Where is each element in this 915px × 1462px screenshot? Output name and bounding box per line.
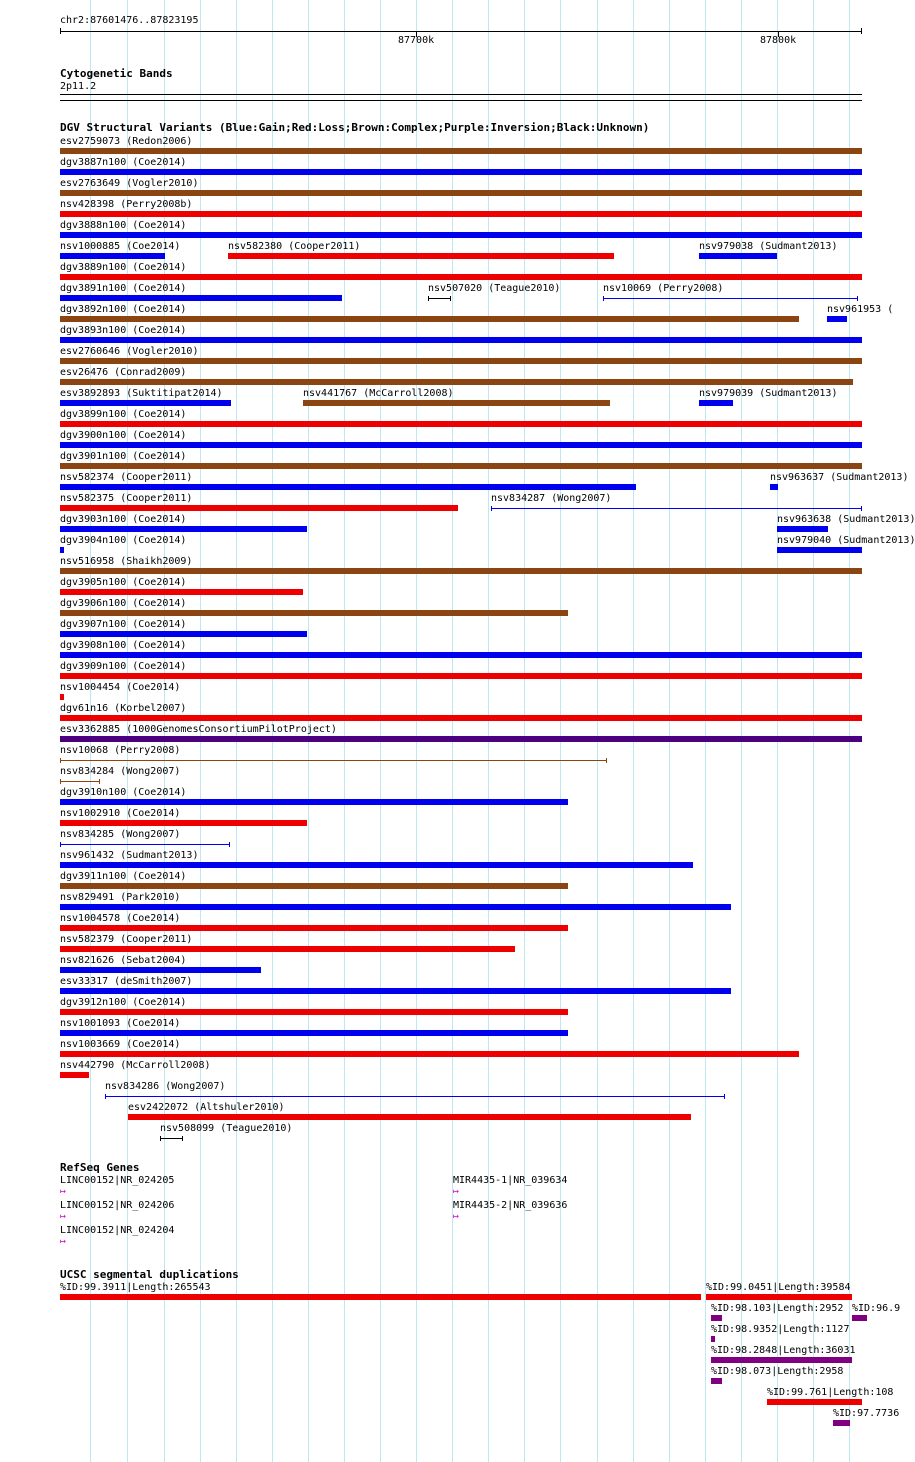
segdup-label: %ID:98.103|Length:2952	[711, 1303, 844, 1314]
gene-arrow-icon: ↦	[453, 1186, 460, 1197]
variant-cap	[450, 296, 451, 301]
variant-bar	[60, 883, 568, 889]
gene-label: LINC00152|NR_024204	[60, 1225, 175, 1236]
segdup-label: %ID:99.3911|Length:265543	[60, 1282, 211, 1293]
variant-bar	[60, 652, 862, 658]
ruler-axis	[60, 31, 862, 32]
variant-cap	[99, 779, 100, 784]
variant-bar	[60, 547, 64, 553]
variant-bar	[60, 673, 862, 679]
segdup-bar	[711, 1357, 852, 1363]
variant-bar	[60, 253, 165, 259]
variant-label: nsv1000885 (Coe2014)	[60, 241, 181, 252]
variant-label: nsv834287 (Wong2007)	[491, 493, 612, 504]
segdup-label: %ID:98.073|Length:2958	[711, 1366, 844, 1377]
variant-label: nsv442790 (McCarroll2008)	[60, 1060, 211, 1071]
variant-label: nsv441767 (McCarroll2008)	[303, 388, 454, 399]
variant-cap	[861, 506, 862, 511]
gene-arrow-icon: ↦	[60, 1211, 67, 1222]
variant-label: esv2422072 (Altshuler2010)	[128, 1102, 285, 1113]
variant-bar	[60, 190, 862, 196]
variant-line	[160, 1138, 183, 1139]
variant-cap	[160, 1136, 161, 1141]
variant-bar	[60, 211, 862, 217]
variant-label: nsv834286 (Wong2007)	[105, 1081, 226, 1092]
gridline	[452, 0, 453, 1462]
segdup-bar	[852, 1315, 867, 1321]
variant-bar	[60, 820, 307, 826]
variant-bar	[827, 316, 847, 322]
variant-bar	[60, 631, 307, 637]
variant-label: nsv829491 (Park2010)	[60, 892, 181, 903]
gridline	[344, 0, 345, 1462]
variant-bar	[60, 442, 862, 448]
variant-label: dgv61n16 (Korbel2007)	[60, 703, 187, 714]
variant-bar	[60, 400, 231, 406]
variant-label: nsv516958 (Shaikh2009)	[60, 556, 193, 567]
segdup-label: %ID:99.0451|Length:39584	[706, 1282, 851, 1293]
variant-bar	[60, 169, 862, 175]
variant-bar	[128, 1114, 691, 1120]
variant-label: nsv582380 (Cooper2011)	[228, 241, 361, 252]
variant-bar	[60, 274, 862, 280]
variant-bar	[60, 967, 261, 973]
variant-label: nsv582374 (Cooper2011)	[60, 472, 193, 483]
variant-bar	[60, 148, 862, 154]
segdup-bar	[60, 1294, 701, 1300]
segdup-label: %ID:98.9352|Length:1127	[711, 1324, 850, 1335]
variant-line	[428, 298, 451, 299]
variant-bar	[60, 1009, 568, 1015]
variant-bar	[60, 799, 568, 805]
segdup-bar	[711, 1336, 715, 1342]
variant-cap	[428, 296, 429, 301]
gridline	[380, 0, 381, 1462]
variant-bar	[60, 484, 636, 490]
variant-bar	[60, 316, 799, 322]
variant-line	[491, 508, 862, 509]
variant-label: dgv3911n100 (Coe2014)	[60, 871, 187, 882]
variant-bar	[699, 400, 733, 406]
variant-label: nsv1004578 (Coe2014)	[60, 913, 181, 924]
variant-bar	[60, 1030, 568, 1036]
cytoband-bar-bottom	[60, 100, 862, 101]
variant-bar	[60, 904, 731, 910]
variant-label: dgv3908n100 (Coe2014)	[60, 640, 187, 651]
segdup-bar	[767, 1399, 862, 1405]
gridline	[560, 0, 561, 1462]
gene-arrow-icon: ↦	[60, 1236, 67, 1247]
variant-label: nsv1001093 (Coe2014)	[60, 1018, 181, 1029]
variant-label: esv3362885 (1000GenomesConsortiumPilotProject)	[60, 724, 337, 735]
variant-label: dgv3900n100 (Coe2014)	[60, 430, 187, 441]
variant-line	[60, 844, 230, 845]
gridline	[669, 0, 670, 1462]
variant-label: dgv3887n100 (Coe2014)	[60, 157, 187, 168]
variant-label: nsv961953 (	[827, 304, 894, 315]
variant-cap	[857, 296, 858, 301]
variant-label: nsv821626 (Sebat2004)	[60, 955, 187, 966]
variant-line	[60, 760, 607, 761]
variant-label: nsv963638 (Sudmant2013)	[777, 514, 915, 525]
variant-bar	[60, 610, 568, 616]
variant-cap	[491, 506, 492, 511]
variant-label: dgv3904n100 (Coe2014)	[60, 535, 187, 546]
variant-label: nsv1003669 (Coe2014)	[60, 1039, 181, 1050]
variant-bar	[60, 337, 862, 343]
variant-bar	[60, 694, 64, 700]
gene-label: LINC00152|NR_024206	[60, 1200, 175, 1211]
gene-label: MIR4435-2|NR_039636	[453, 1200, 568, 1211]
variant-label: nsv1002910 (Coe2014)	[60, 808, 181, 819]
ruler-tick-label: 87700k	[398, 35, 435, 46]
gridline	[705, 0, 706, 1462]
variant-cap	[60, 758, 61, 763]
variant-bar	[60, 1051, 799, 1057]
variant-label: dgv3906n100 (Coe2014)	[60, 598, 187, 609]
variant-label: nsv979039 (Sudmant2013)	[699, 388, 838, 399]
variant-bar	[60, 946, 515, 952]
variant-label: esv2763649 (Vogler2010)	[60, 178, 199, 189]
variant-bar	[303, 400, 610, 406]
ruler-end-tick	[861, 28, 862, 34]
variant-bar	[60, 295, 342, 301]
variant-label: dgv3909n100 (Coe2014)	[60, 661, 187, 672]
variant-bar	[60, 505, 458, 511]
segdup-label: %ID:97.7736	[833, 1408, 900, 1419]
gene-label: MIR4435-1|NR_039634	[453, 1175, 568, 1186]
variant-label: esv2760646 (Vogler2010)	[60, 346, 199, 357]
dgv-track-title: DGV Structural Variants (Blue:Gain;Red:Loss;Brown:Complex;Purple:Inversion;Black:Unknown)	[60, 121, 650, 134]
segdup-bar	[711, 1378, 722, 1384]
variant-label: esv26476 (Conrad2009)	[60, 367, 187, 378]
cytobands-track-title: Cytogenetic Bands	[60, 67, 173, 80]
variant-bar	[60, 988, 731, 994]
variant-bar	[60, 379, 853, 385]
gridline	[849, 0, 850, 1462]
gridline	[524, 0, 525, 1462]
gridline	[633, 0, 634, 1462]
variant-label: nsv961432 (Sudmant2013)	[60, 850, 199, 861]
gridline	[488, 0, 489, 1462]
variant-label: dgv3891n100 (Coe2014)	[60, 283, 187, 294]
variant-label: nsv1004454 (Coe2014)	[60, 682, 181, 693]
variant-label: esv3892893 (Suktitipat2014)	[60, 388, 223, 399]
variant-bar	[60, 925, 568, 931]
variant-bar	[60, 526, 307, 532]
segdup-bar	[833, 1420, 850, 1426]
segdup-label: %ID:96.9	[852, 1303, 901, 1314]
variant-label: nsv582375 (Cooper2011)	[60, 493, 193, 504]
variant-label: dgv3910n100 (Coe2014)	[60, 787, 187, 798]
variant-label: nsv10068 (Perry2008)	[60, 745, 181, 756]
variant-bar	[60, 736, 862, 742]
variant-line	[105, 1096, 725, 1097]
variant-cap	[603, 296, 604, 301]
ruler-tick-label: 87800k	[760, 35, 797, 46]
variant-bar	[60, 232, 862, 238]
gene-label: LINC00152|NR_024205	[60, 1175, 175, 1186]
variant-cap	[105, 1094, 106, 1099]
variant-bar	[60, 589, 303, 595]
variant-label: dgv3892n100 (Coe2014)	[60, 304, 187, 315]
variant-label: dgv3905n100 (Coe2014)	[60, 577, 187, 588]
gridline	[416, 0, 417, 1462]
variant-cap	[229, 842, 230, 847]
ruler-end-tick	[60, 28, 61, 34]
variant-bar	[60, 715, 862, 721]
segdup-track-title: UCSC segmental duplications	[60, 1268, 239, 1281]
gene-arrow-icon: ↦	[453, 1211, 460, 1222]
gene-arrow-icon: ↦	[60, 1186, 67, 1197]
variant-bar	[60, 421, 862, 427]
variant-cap	[606, 758, 607, 763]
refseq-track-title: RefSeq Genes	[60, 1161, 140, 1174]
variant-cap	[60, 842, 61, 847]
gridline	[813, 0, 814, 1462]
variant-bar	[60, 1072, 89, 1078]
variant-label: nsv963637 (Sudmant2013)	[770, 472, 909, 483]
variant-label: nsv979040 (Sudmant2013)	[777, 535, 915, 546]
variant-label: esv2759073 (Redon2006)	[60, 136, 193, 147]
variant-label: dgv3899n100 (Coe2014)	[60, 409, 187, 420]
variant-bar	[777, 547, 862, 553]
variant-bar	[699, 253, 777, 259]
variant-label: esv33317 (deSmith2007)	[60, 976, 193, 987]
variant-label: nsv979038 (Sudmant2013)	[699, 241, 838, 252]
gridline	[777, 0, 778, 1462]
variant-cap	[724, 1094, 725, 1099]
gridline	[741, 0, 742, 1462]
variant-label: nsv428398 (Perry2008b)	[60, 199, 193, 210]
segdup-label: %ID:99.761|Length:108	[767, 1387, 894, 1398]
variant-label: nsv508099 (Teague2010)	[160, 1123, 293, 1134]
variant-bar	[60, 463, 862, 469]
variant-label: dgv3907n100 (Coe2014)	[60, 619, 187, 630]
variant-bar	[60, 358, 862, 364]
variant-bar	[60, 568, 862, 574]
variant-label: dgv3893n100 (Coe2014)	[60, 325, 187, 336]
segdup-bar	[711, 1315, 722, 1321]
range-label: chr2:87601476..87823195	[60, 15, 199, 26]
gridline	[597, 0, 598, 1462]
variant-cap	[60, 779, 61, 784]
variant-label: nsv507020 (Teague2010)	[428, 283, 561, 294]
variant-bar	[228, 253, 614, 259]
variant-bar	[770, 484, 778, 490]
variant-label: dgv3888n100 (Coe2014)	[60, 220, 187, 231]
variant-label: dgv3901n100 (Coe2014)	[60, 451, 187, 462]
variant-label: dgv3889n100 (Coe2014)	[60, 262, 187, 273]
variant-label: dgv3903n100 (Coe2014)	[60, 514, 187, 525]
variant-label: nsv834284 (Wong2007)	[60, 766, 181, 777]
variant-label: nsv834285 (Wong2007)	[60, 829, 181, 840]
variant-bar	[777, 526, 828, 532]
variant-label: nsv582379 (Cooper2011)	[60, 934, 193, 945]
variant-label: nsv10069 (Perry2008)	[603, 283, 724, 294]
variant-label: dgv3912n100 (Coe2014)	[60, 997, 187, 1008]
cytoband-bar-top	[60, 94, 862, 95]
segdup-bar	[706, 1294, 852, 1300]
segdup-label: %ID:98.2848|Length:36031	[711, 1345, 856, 1356]
variant-line	[603, 298, 858, 299]
cytoband-label: 2p11.2	[60, 81, 97, 92]
variant-bar	[60, 862, 693, 868]
variant-cap	[182, 1136, 183, 1141]
variant-line	[60, 781, 100, 782]
